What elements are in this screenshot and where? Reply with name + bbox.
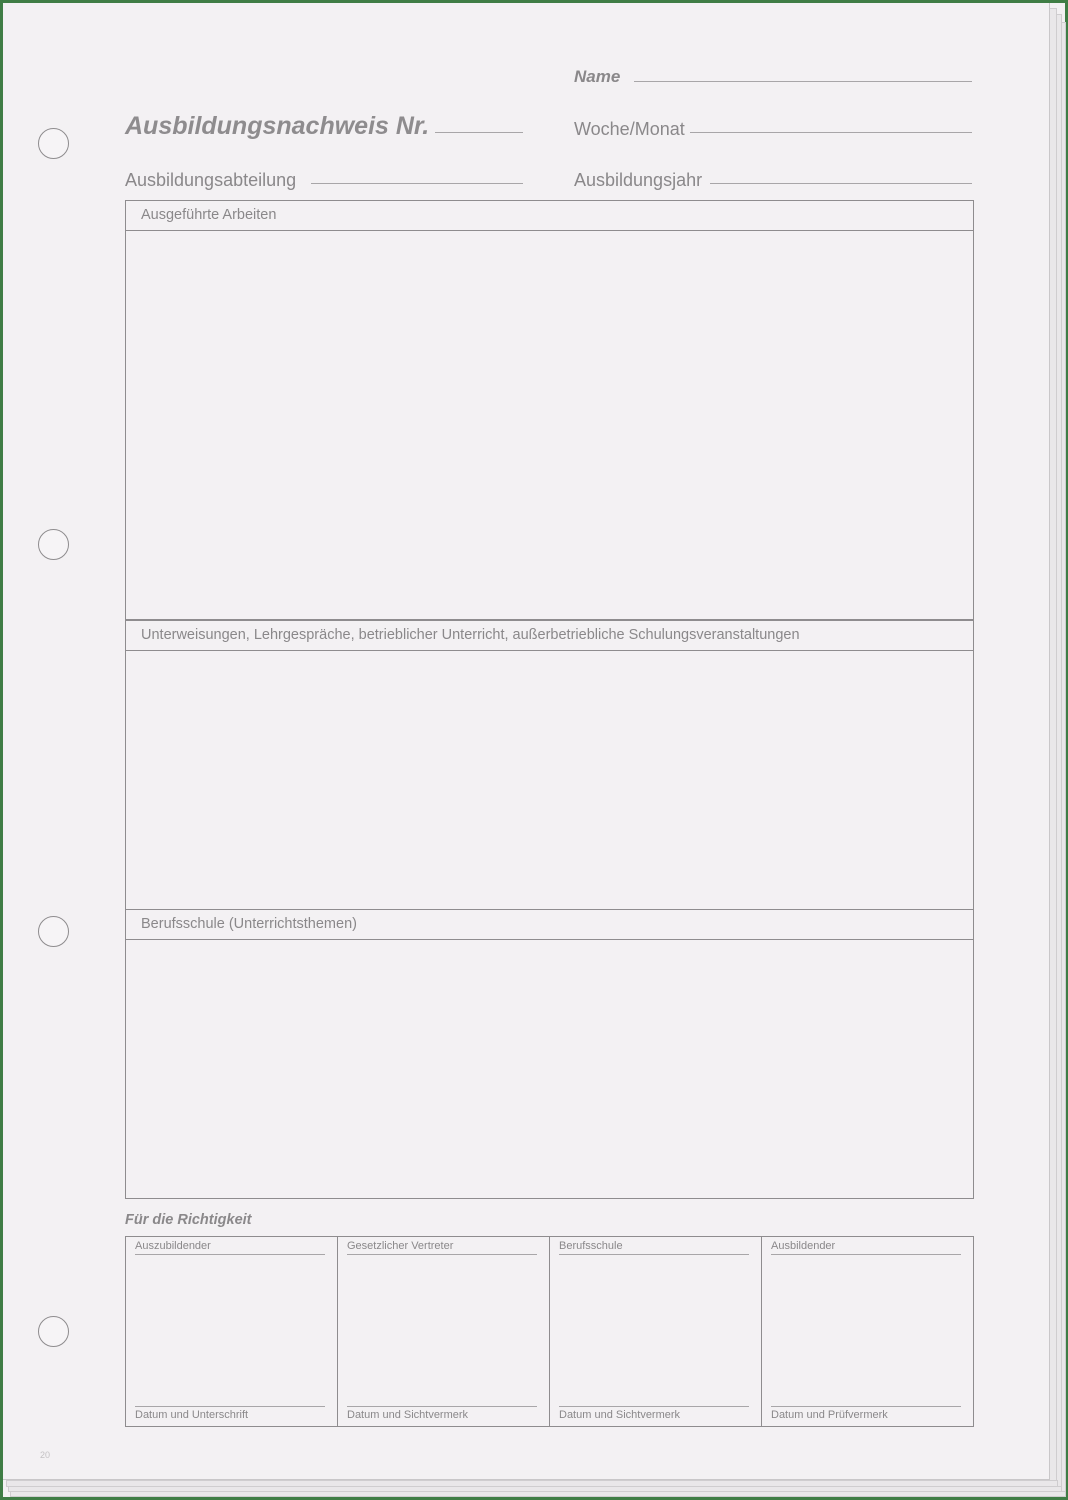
signature-line bbox=[771, 1406, 961, 1407]
section-header-work bbox=[125, 200, 974, 231]
section-title: Ausgeführte Arbeiten bbox=[141, 207, 277, 223]
signature-line bbox=[135, 1406, 325, 1407]
section-title: Unterweisungen, Lehrgespräche, betrieblicher Unterricht, außerbetriebliche Schulungsveranstaltungen bbox=[141, 627, 800, 643]
signature-line bbox=[559, 1406, 749, 1407]
punch-hole-icon bbox=[38, 916, 69, 947]
name-label: Name bbox=[574, 67, 621, 86]
training-year-field[interactable] bbox=[710, 183, 972, 184]
confirmation-title: Für die Richtigkeit bbox=[125, 1212, 252, 1228]
training-year-label: Ausbildungsjahr bbox=[574, 170, 703, 190]
divider bbox=[347, 1254, 537, 1255]
section-header-school bbox=[125, 909, 974, 940]
instruction-text-area[interactable] bbox=[125, 650, 974, 910]
punch-hole-icon bbox=[38, 529, 69, 560]
signature-box-title: Berufsschule bbox=[559, 1240, 623, 1252]
signature-box-vocational-school[interactable] bbox=[549, 1236, 762, 1427]
divider bbox=[135, 1254, 325, 1255]
punch-hole-icon bbox=[38, 128, 69, 159]
week-month-label: Woche/Monat bbox=[574, 119, 685, 139]
signature-box-footer: Datum und Sichtvermerk bbox=[347, 1409, 469, 1421]
signature-box-footer: Datum und Sichtvermerk bbox=[559, 1409, 681, 1421]
signature-box-trainer[interactable] bbox=[761, 1236, 974, 1427]
section-title: Berufsschule (Unterrichtsthemen) bbox=[141, 916, 357, 932]
signature-box-title: Gesetzlicher Vertreter bbox=[347, 1240, 454, 1252]
signature-box-footer: Datum und Unterschrift bbox=[135, 1409, 249, 1421]
signature-box-footer: Datum und Prüfvermerk bbox=[771, 1409, 888, 1421]
department-field[interactable] bbox=[311, 183, 523, 184]
school-text-area[interactable] bbox=[125, 939, 974, 1199]
divider bbox=[771, 1254, 961, 1255]
work-text-area[interactable] bbox=[125, 230, 974, 620]
sheet-edge bbox=[1049, 8, 1057, 1488]
report-number-field[interactable] bbox=[435, 132, 523, 133]
signature-box-legal-guardian[interactable] bbox=[337, 1236, 550, 1427]
signature-line bbox=[347, 1406, 537, 1407]
page-number: 20 bbox=[40, 1450, 51, 1460]
punch-hole-icon bbox=[38, 1316, 69, 1347]
department-label: Ausbildungsabteilung bbox=[125, 170, 297, 190]
divider bbox=[559, 1254, 749, 1255]
name-field[interactable] bbox=[634, 81, 972, 82]
signature-box-title: Auszubildender bbox=[135, 1240, 211, 1252]
week-month-field[interactable] bbox=[690, 132, 972, 133]
signature-box-trainee[interactable] bbox=[125, 1236, 338, 1427]
sheet-edge bbox=[6, 1480, 1058, 1487]
section-header-instruction bbox=[125, 620, 974, 651]
page-title: Ausbildungsnachweis Nr. bbox=[125, 112, 430, 140]
signature-box-title: Ausbildender bbox=[771, 1240, 836, 1252]
